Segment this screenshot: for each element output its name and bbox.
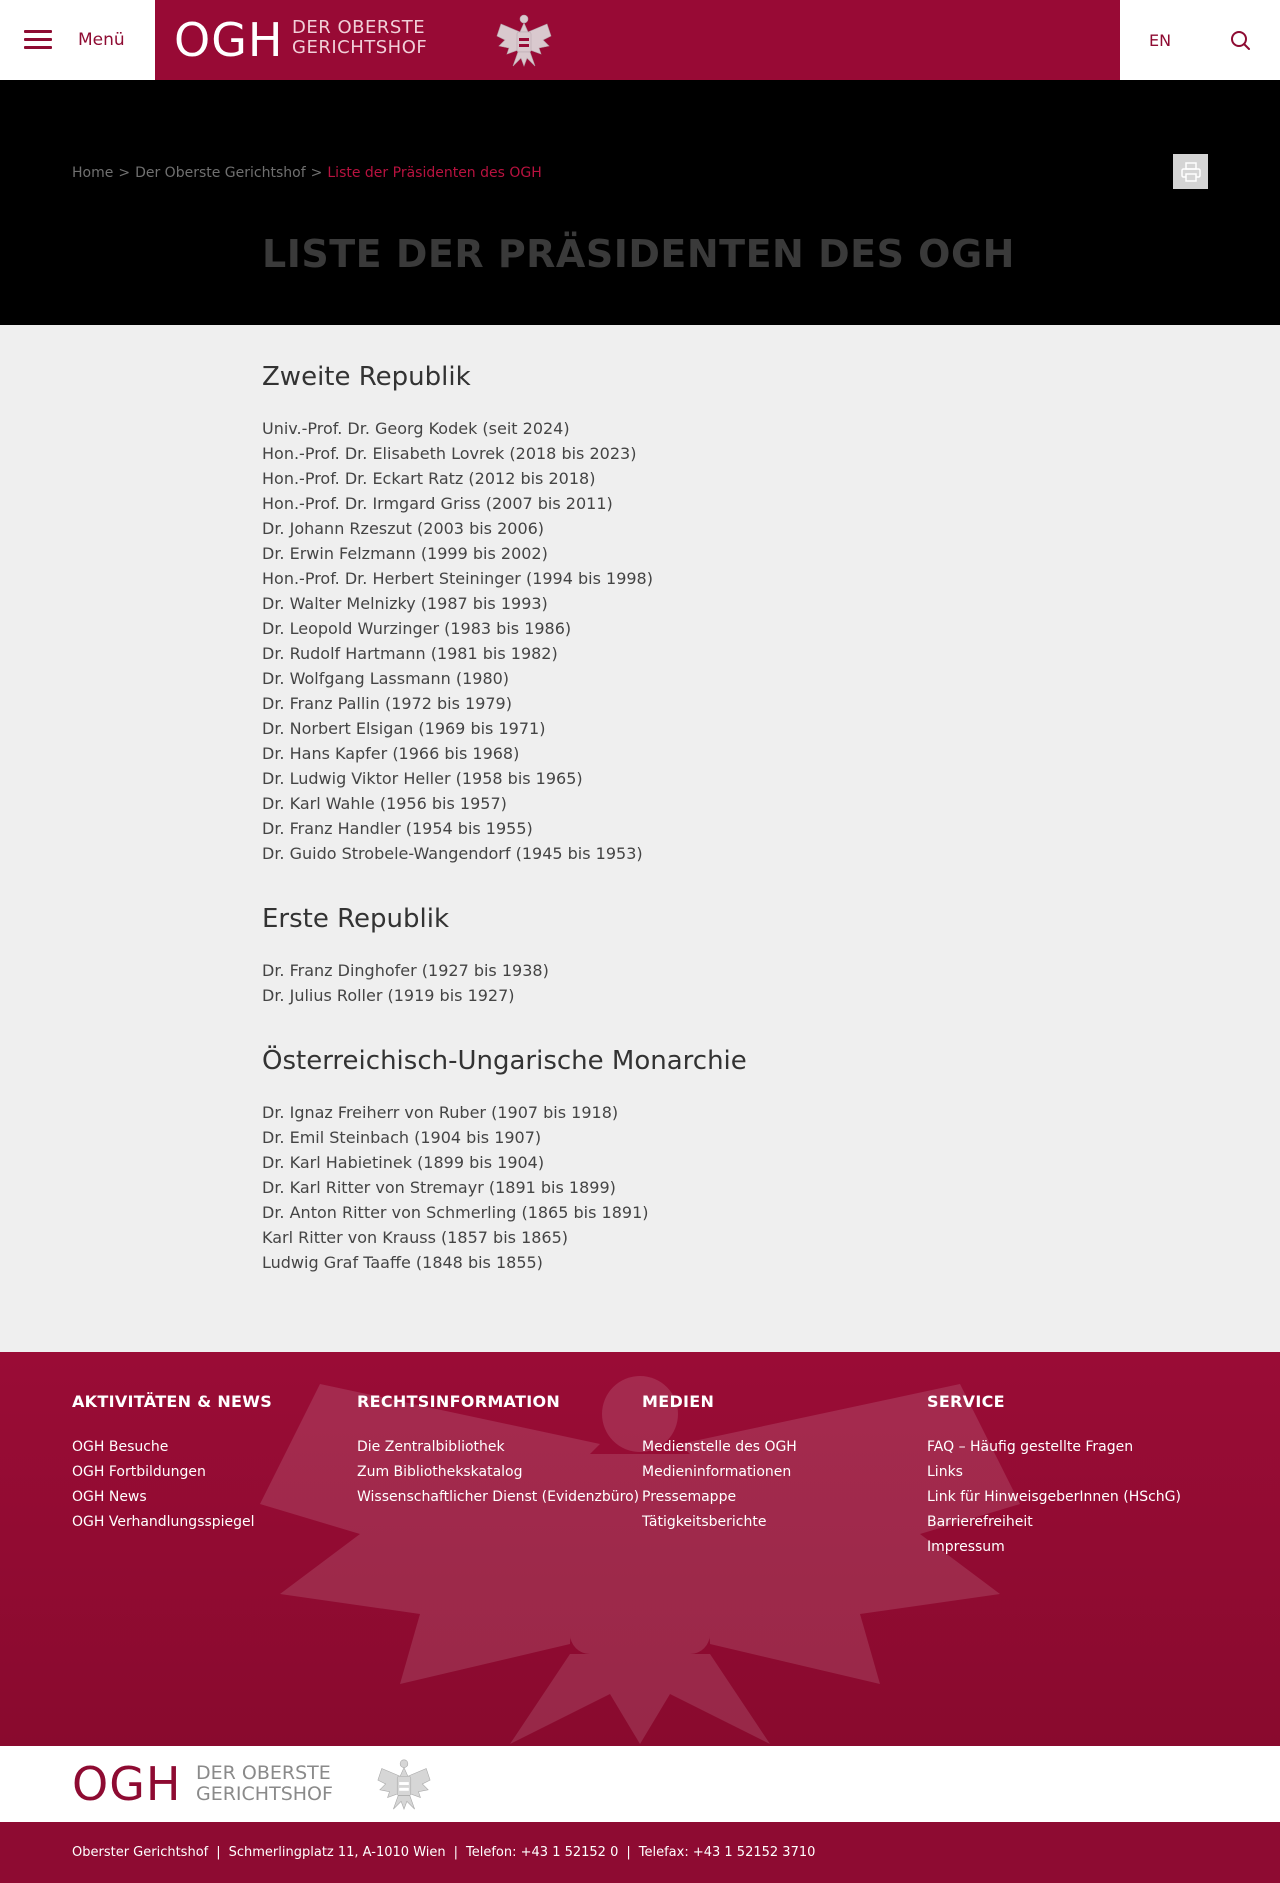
president-item: Dr. Emil Steinbach (1904 bis 1907) [262, 1128, 542, 1147]
footer-link[interactable]: Link für HinweisgeberInnen (HSchG) [927, 1489, 1181, 1505]
president-item: Hon.-Prof. Dr. Elisabeth Lovrek (2018 bis 2023) [262, 444, 637, 463]
president-item: Dr. Ludwig Viktor Heller (1958 bis 1965) [262, 769, 583, 788]
footer-link[interactable]: Barrierefreiheit [927, 1514, 1033, 1530]
footer-link[interactable]: FAQ – Häufig gestellte Fragen [927, 1439, 1134, 1455]
president-item: Dr. Guido Strobele-Wangendorf (1945 bis 1953) [262, 844, 643, 863]
address-street: Schmerlingplatz 11, A-1010 Wien [228, 1845, 446, 1860]
footer-link-list [72, 1435, 272, 1535]
section-title: Erste Republik [262, 904, 450, 934]
address-phone[interactable]: Telefon: +43 1 52152 0 [466, 1845, 619, 1860]
president-item: Univ.-Prof. Dr. Georg Kodek (seit 2024) [262, 419, 570, 438]
footer-link[interactable]: OGH Fortbildungen [72, 1464, 206, 1480]
president-list [262, 1100, 1022, 1275]
page-title: LISTE DER PRÄSIDENTEN DES OGH [262, 232, 1015, 276]
footer-link[interactable]: Links [927, 1464, 963, 1480]
brand-logo-link[interactable]: OGH [174, 13, 284, 67]
eagle-emblem-icon [493, 10, 555, 70]
president-item: Dr. Franz Handler (1954 bis 1955) [262, 819, 533, 838]
president-item: Dr. Norbert Elsigan (1969 bis 1971) [262, 719, 546, 738]
section-monarchie [262, 1044, 1022, 1275]
section-erste-republik [262, 902, 1022, 1008]
breadcrumb [72, 165, 542, 181]
footer-column-title: AKTIVITÄTEN & NEWS [72, 1392, 273, 1411]
footer-link[interactable]: Medienstelle des OGH [642, 1439, 797, 1455]
president-item: Ludwig Graf Taaffe (1848 bis 1855) [262, 1253, 543, 1272]
eagle-emblem-icon [373, 1755, 435, 1813]
footer-column-title: RECHTSINFORMATION [357, 1392, 561, 1411]
brand-line-1: DER OBERSTE [292, 17, 426, 38]
footer-link[interactable]: OGH Besuche [72, 1439, 169, 1455]
breadcrumb-der-oberste-gerichtshof[interactable]: Der Oberste Gerichtshof [135, 165, 306, 181]
footer-link[interactable]: Die Zentralbibliothek [357, 1439, 505, 1455]
president-item: Dr. Anton Ritter von Schmerling (1865 bis 1891) [262, 1203, 649, 1222]
footer-column-medien [642, 1392, 797, 1535]
section-title: Zweite Republik [262, 362, 471, 392]
address-separator: | [626, 1845, 631, 1860]
footer-logo-short: OGH [72, 1757, 182, 1811]
president-item: Dr. Julius Roller (1919 bis 1927) [262, 986, 515, 1005]
president-item: Dr. Karl Wahle (1956 bis 1957) [262, 794, 507, 813]
president-list [262, 416, 1022, 866]
footer-logo-line-1: DER OBERSTE [196, 1762, 331, 1784]
footer-logo-subtitle [196, 1763, 333, 1805]
president-item: Dr. Walter Melnizky (1987 bis 1993) [262, 594, 548, 613]
breadcrumb-separator: > [118, 165, 131, 181]
footer-logo-band [0, 1746, 1280, 1822]
president-item: Dr. Franz Pallin (1972 bis 1979) [262, 694, 512, 713]
president-item: Karl Ritter von Krauss (1857 bis 1865) [262, 1228, 569, 1247]
menu-button[interactable] [0, 0, 155, 80]
section-title: Österreichisch-Ungarische Monarchie [262, 1046, 747, 1076]
president-item: Dr. Franz Dinghofer (1927 bis 1938) [262, 961, 549, 980]
president-item: Dr. Johann Rzeszut (2003 bis 2006) [262, 519, 545, 538]
president-item: Dr. Leopold Wurzinger (1983 bis 1986) [262, 619, 572, 638]
president-item: Dr. Erwin Felzmann (1999 bis 2002) [262, 544, 548, 563]
address-bar [0, 1822, 1280, 1883]
footer-column-rechtsinformation [357, 1392, 639, 1510]
brand-subtitle [292, 18, 427, 58]
president-item: Dr. Ignaz Freiherr von Ruber (1907 bis 1918) [262, 1103, 619, 1122]
president-item: Dr. Karl Ritter von Stremayr (1891 bis 1899) [262, 1178, 616, 1197]
footer-link[interactable]: Impressum [927, 1539, 1005, 1555]
search-button[interactable] [1220, 22, 1260, 58]
president-item: Dr. Karl Habietinek (1899 bis 1904) [262, 1153, 545, 1172]
footer-column-aktivitaeten [72, 1392, 272, 1535]
brand-line-2: GERICHTSHOF [292, 37, 428, 58]
address-fax: Telefax: +43 1 52152 3710 [638, 1845, 816, 1860]
footer-link[interactable]: OGH News [72, 1489, 147, 1505]
hamburger-icon [24, 30, 52, 50]
president-item: Dr. Rudolf Hartmann (1981 bis 1982) [262, 644, 558, 663]
address-name: Oberster Gerichtshof [72, 1845, 209, 1860]
footer-link[interactable]: OGH Verhandlungsspiegel [72, 1514, 255, 1530]
footer-link-list [357, 1435, 639, 1510]
footer-column-title: MEDIEN [642, 1392, 715, 1411]
president-item: Dr. Hans Kapfer (1966 bis 1968) [262, 744, 520, 763]
address-separator: | [453, 1845, 458, 1860]
footer-link[interactable]: Tätigkeitsberichte [642, 1514, 767, 1530]
president-item: Hon.-Prof. Dr. Eckart Ratz (2012 bis 2018) [262, 469, 596, 488]
president-item: Dr. Wolfgang Lassmann (1980) [262, 669, 510, 688]
print-icon [1180, 161, 1202, 183]
footer-link[interactable]: Pressemappe [642, 1489, 737, 1505]
address-separator: | [216, 1845, 221, 1860]
footer-link-list [642, 1435, 797, 1535]
footer-link-list [927, 1435, 1181, 1560]
print-button[interactable] [1173, 154, 1208, 189]
main-content [262, 360, 1022, 1275]
site-footer [0, 1352, 1280, 1746]
hero-band [0, 80, 1280, 325]
section-zweite-republik [262, 360, 1022, 866]
footer-column-title: SERVICE [927, 1392, 1005, 1411]
breadcrumb-home[interactable]: Home [72, 165, 114, 181]
footer-link[interactable]: Zum Bibliothekskatalog [357, 1464, 523, 1480]
president-item: Hon.-Prof. Dr. Herbert Steininger (1994 bis 1998) [262, 569, 653, 588]
breadcrumb-current: Liste der Präsidenten des OGH [327, 165, 542, 181]
search-icon [1220, 22, 1260, 58]
footer-column-service [927, 1392, 1181, 1560]
footer-link[interactable]: Medieninformationen [642, 1464, 792, 1480]
footer-link[interactable]: Wissenschaftlicher Dienst (Evidenzbüro) [357, 1489, 640, 1505]
language-switch[interactable]: EN [1148, 30, 1172, 50]
president-item: Hon.-Prof. Dr. Irmgard Griss (2007 bis 2011) [262, 494, 613, 513]
breadcrumb-separator: > [310, 165, 323, 181]
footer-logo-line-2: GERICHTSHOF [196, 1783, 333, 1805]
president-list [262, 958, 1022, 1008]
menu-label: Menü [78, 30, 125, 50]
site-header [0, 0, 1280, 80]
